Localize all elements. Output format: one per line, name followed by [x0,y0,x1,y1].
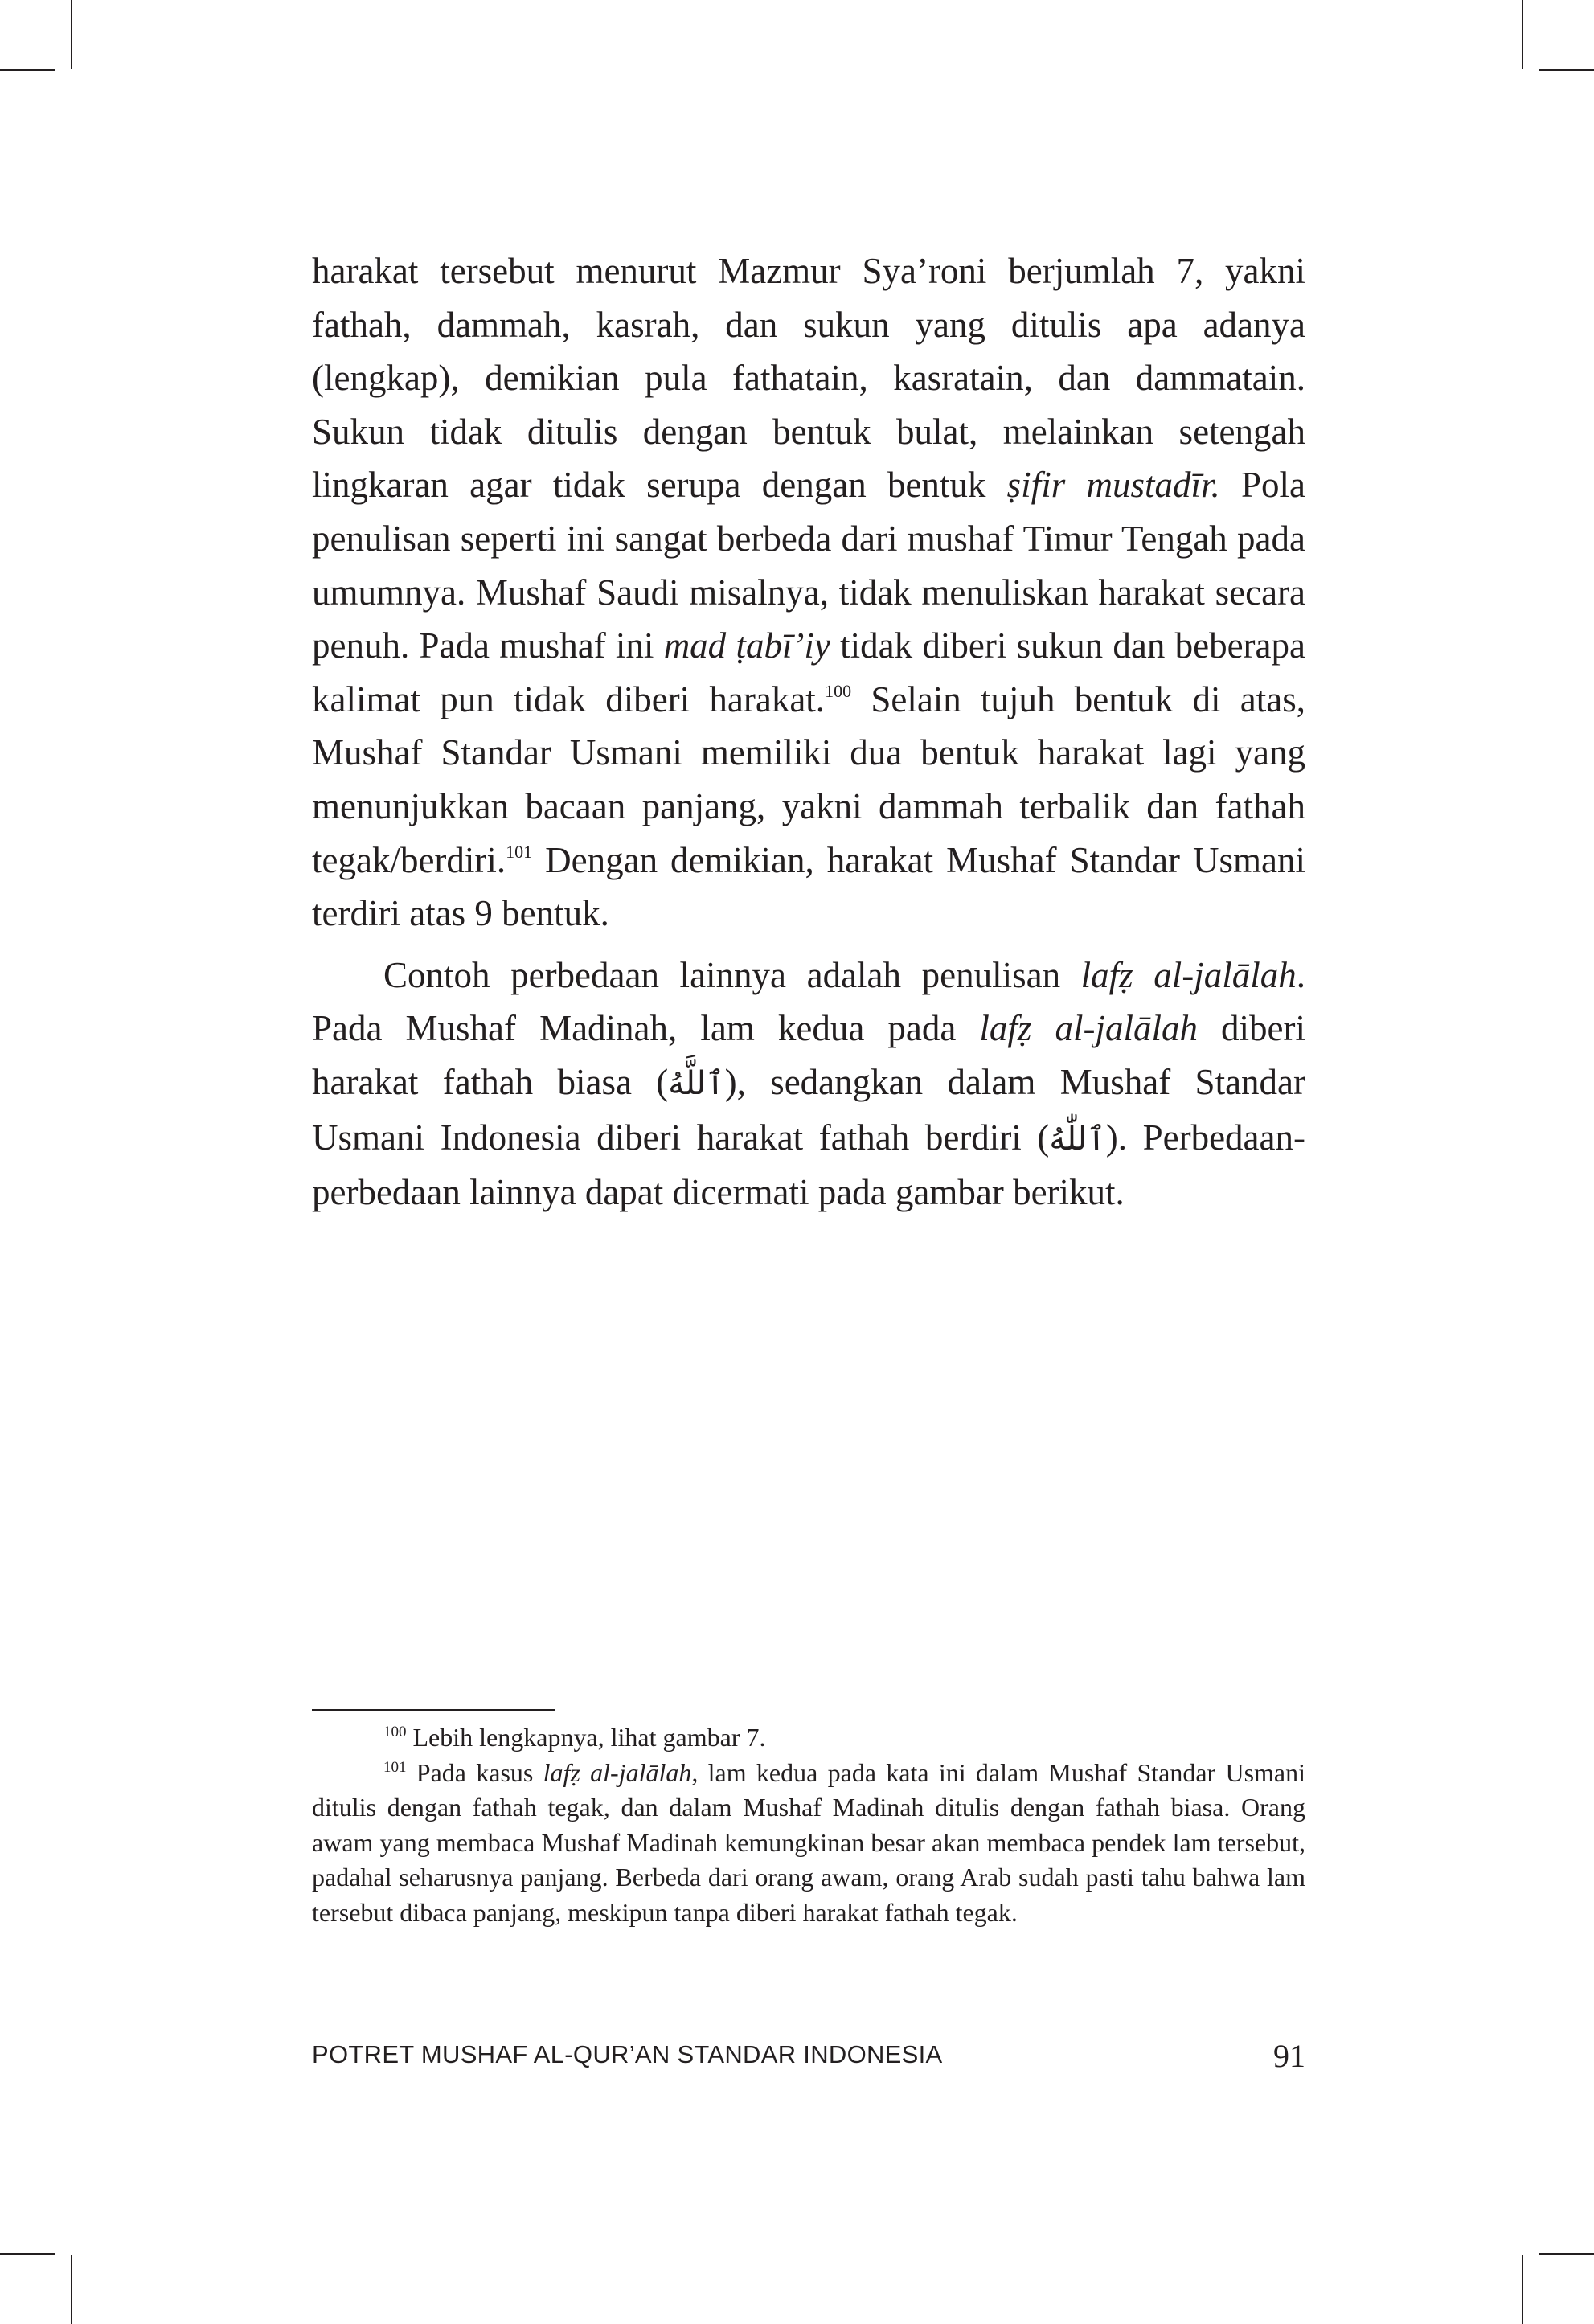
italic-term: lafẓ al-jalālah, [543,1757,699,1787]
arabic-lafz-fathah-berdiri: ٱللّٰهُ [1049,1120,1106,1158]
text-run: ). Perbedaan-perbedaan lainnya dapat dicermati pada gambar berikut. [312,1117,1305,1213]
crop-mark-bottom-left-horizontal [0,2253,55,2255]
text-run: Pola penulisan seperti ini sangat berbeda dari mushaf Timur Tengah pada umumnya. Mushaf Saudi misalnya, tidak menuliskan harakat secara penuh. Pada mushaf ini [312,465,1305,666]
footnote-101 [312,1756,1305,1931]
arabic-lafz-fathah-biasa: ٱللَّهُ [668,1064,725,1102]
crop-mark-bottom-left-vertical [71,2255,72,2324]
italic-term: lafẓ al-jalālah [1080,954,1297,995]
text-run: Selain tujuh bentuk di atas, Mushaf Standar Usmani memiliki dua bentuk harakat lagi yang menunjukkan bacaan panjang, yakni dammah terbalik dan fathah tegak/berdiri. [312,678,1305,880]
paragraph-1 [312,244,1305,941]
footnote-ref-100[interactable]: 100 [825,680,852,701]
crop-mark-bottom-right-horizontal [1539,2253,1594,2255]
crop-mark-top-right-horizontal [1539,69,1594,71]
italic-term: ṣifir mustadīr. [1006,465,1220,506]
text-run: ), sedangkan dalam Mushaf Standar Usmani Indonesia diberi harakat fathah berdiri ( [312,1061,1306,1158]
footnotes [312,1720,1305,1930]
running-footer [312,2040,1305,2080]
text-run: . Pada Mushaf Madinah, lam kedua pada [312,954,1306,1049]
italic-term: mad ṭabī’iy [663,625,830,666]
paragraph-2 [312,949,1305,1219]
crop-mark-top-left-horizontal [0,69,55,71]
italic-term: lafẓ al-jalālah [979,1008,1198,1049]
text-run: Dengan demikian, harakat Mushaf Standar Usmani terdiri atas 9 bentuk. [312,839,1305,934]
footnote-100 [312,1720,1305,1756]
footnote-ref-101[interactable]: 101 [506,841,533,862]
running-title: POTRET MUSHAF AL-QUR’AN STANDAR INDONESIA [312,2040,943,2068]
text-run: tidak diberi sukun dan beberapa kalimat pun tidak diberi harakat. [312,625,1305,719]
text-run: harakat tersebut menurut Mazmur Sya’roni berjumlah 7, yakni fathah, dammah, kasrah, dan sukun yang ditulis apa adanya (lengkap), demikian pula fathatain, kasratain, dan dammatain. Sukun tidak ditulis dengan bentuk bulat, melainkan setengah lingkaran agar tidak serupa dengan bentuk [312,251,1305,506]
footnote-text: Lebih lengkapnya, lihat gambar 7. [406,1723,766,1752]
body-text [312,244,1305,1219]
crop-mark-top-right-vertical [1522,0,1523,69]
footnote-text: lam kedua pada kata ini dalam Mushaf Standar Usmani ditulis dengan fathah tegak, dan dalam Mushaf Madinah ditulis dengan fathah biasa. Orang awam yang membaca Mushaf Madinah kemungkinan besar akan membaca pendek lam tersebut, padahal seharusnya panjang. Berbeda dari orang awam, orang Arab sudah pasti tahu bahwa lam tersebut dibaca panjang, meskipun tanpa diberi harakat fathah tegak. [312,1757,1306,1927]
crop-mark-top-left-vertical [71,0,72,69]
footnote-number: 100 [383,1724,407,1740]
crop-mark-bottom-right-vertical [1522,2255,1523,2324]
page-number: 91 [1273,2038,1305,2074]
text-run: Contoh perbedaan lainnya adalah penulisan [383,954,1081,995]
footnote-number: 101 [383,1758,407,1776]
footnote-text: Pada kasus [406,1757,543,1787]
footnote-divider [312,1709,555,1711]
text-run: diberi harakat fathah biasa ( [312,1008,1305,1102]
